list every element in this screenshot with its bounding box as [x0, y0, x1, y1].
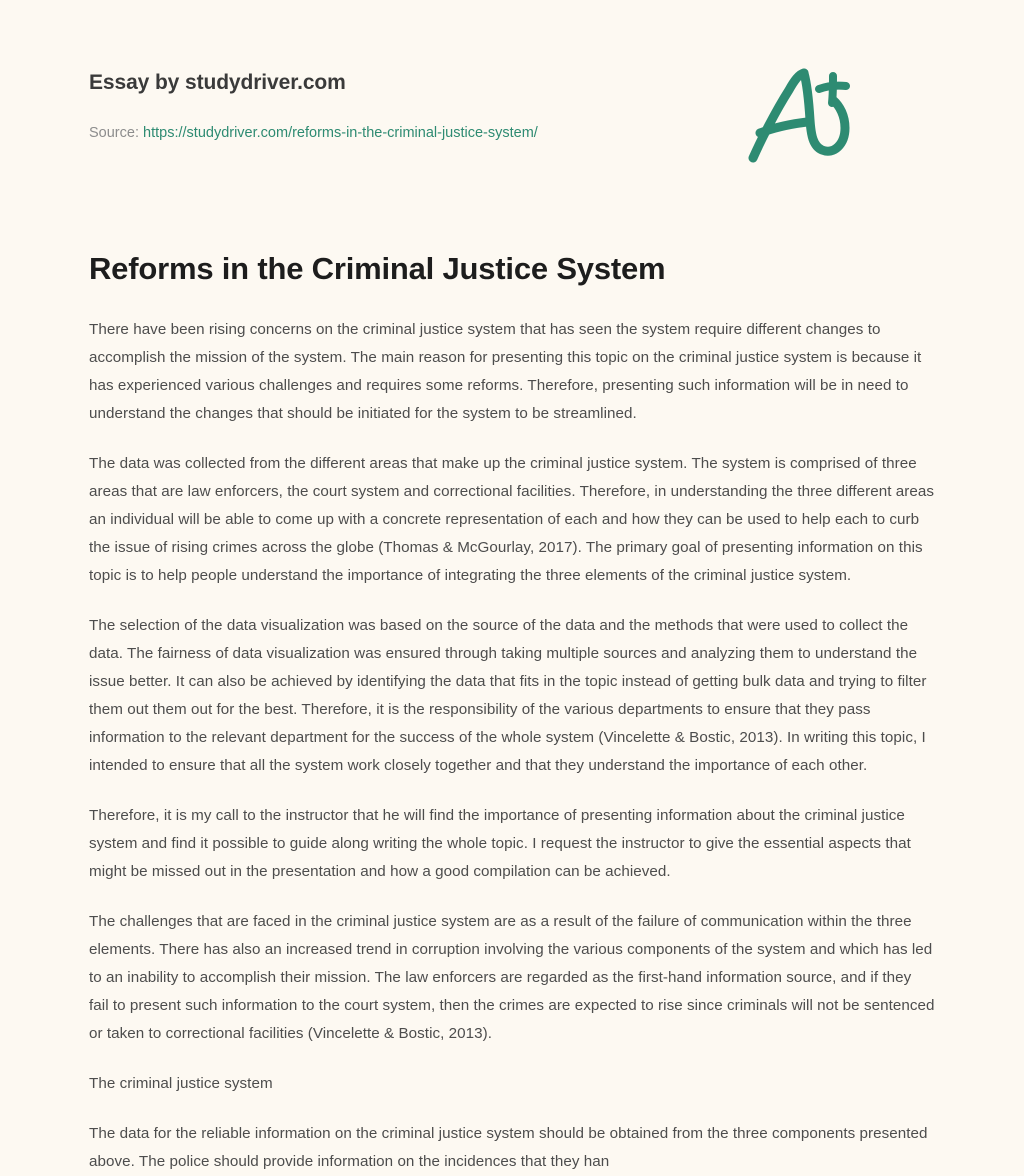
paragraph-truncated: The data for the reliable information on the criminal justice system should be obtained from the three components presented above. The police should provide information on the incidences that they han	[89, 1125, 928, 1170]
essay-body	[89, 316, 935, 1176]
paragraph: The data was collected from the different areas that make up the criminal justice system. The system is comprised of three areas that are law enforcers, the court system and correctional facilities. Therefore, in understanding the three different areas an individual will be able to come up with a concrete representation of each and how they can be used to help each to curb the issue of rising crimes across the globe (Thomas & McGourlay, 2017). The primary goal of presenting information on this topic is to help people understand the importance of integrating the three elements of the criminal justice system.	[89, 455, 935, 584]
source-url-link[interactable]: https://studydriver.com/reforms-in-the-criminal-justice-system/	[143, 125, 538, 141]
page-title: Reforms in the Criminal Justice System	[89, 251, 666, 286]
paragraph: The challenges that are faced in the criminal justice system are as a result of the failure of communication within the three elements. There has also an increased trend in corruption involving the various components of the system and which has led to an inability to accomplish their mission. The law enforcers are regarded as the first-hand information source, and if they fail to present such information to the court system, then the crimes are expected to rise since criminals will not be sentenced or taken to correctional facilities (Vincelette & Bostic, 2013).	[89, 913, 935, 1042]
section-heading: The criminal justice system	[89, 1075, 273, 1092]
a-plus-logo	[741, 62, 861, 167]
brand-byline: Essay by studydriver.com	[89, 71, 346, 94]
source-line	[89, 123, 538, 143]
paragraph: Therefore, it is my call to the instructor that he will find the importance of presenting information about the criminal justice system and find it possible to guide along writing the whole topic. I request the instructor to give the essential aspects that might be missed out in the presentation and how a good compilation can be achieved.	[89, 807, 911, 880]
source-label: Source:	[89, 125, 139, 141]
paragraph: The selection of the data visualization was based on the source of the data and the methods that were used to collect the data. The fairness of data visualization was ensured through taking multiple sources and analyzing them to understand the issue better. It can also be achieved by identifying the data that fits in the topic instead of getting bulk data and trying to filter them out them out for the best. Therefore, it is the responsibility of the various departments to ensure that they pass information to the relevant department for the success of the whole system (Vincelette & Bostic, 2013). In writing this topic, I intended to ensure that all the system work closely together and that they understand the importance of each other.	[89, 617, 927, 774]
page-header	[89, 0, 935, 168]
paragraph: There have been rising concerns on the criminal justice system that has seen the system require different changes to accomplish the mission of the system. The main reason for presenting this topic on the criminal justice system is because it has experienced various challenges and requires some reforms. Therefore, presenting such information will be in need to understand the changes that should be initiated for the system to be streamlined.	[89, 321, 922, 422]
a-plus-icon	[741, 62, 861, 167]
